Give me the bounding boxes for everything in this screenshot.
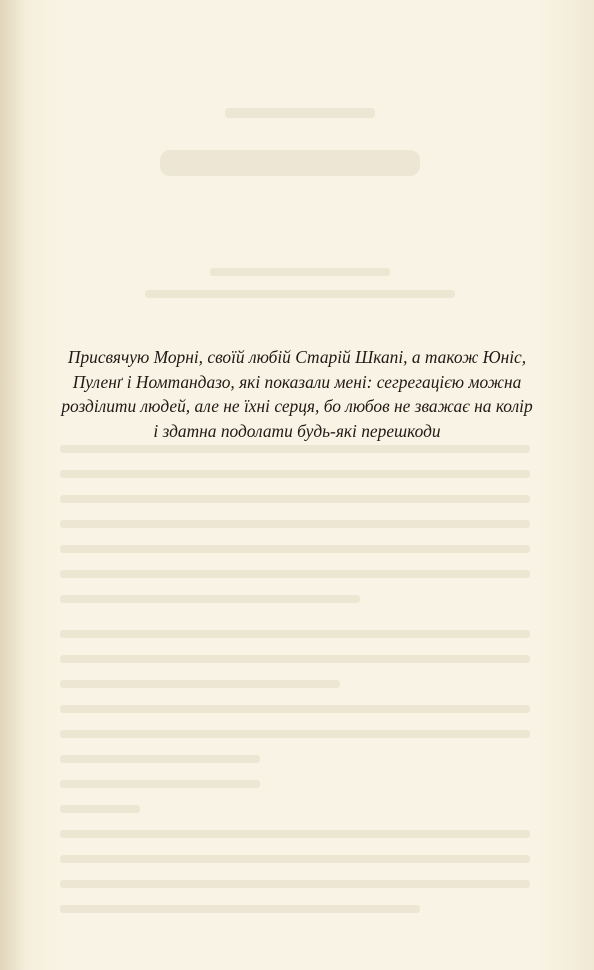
dedication-line: Пуленґ і Номтандазо, які показали мені: сегрегацією можна: [72, 371, 522, 392]
dedication-line: Присвячую Морні, своїй любій Старій Шкапі, а також Юніс,: [67, 347, 527, 367]
spine-shadow: [0, 0, 26, 970]
dedication: [0, 345, 594, 443]
dedication-line: розділити людей, але не їхні серця, бо любов не зважає на колір: [61, 396, 533, 416]
dedication-line: і здатна подолати будь-які перешкоди: [153, 420, 441, 441]
